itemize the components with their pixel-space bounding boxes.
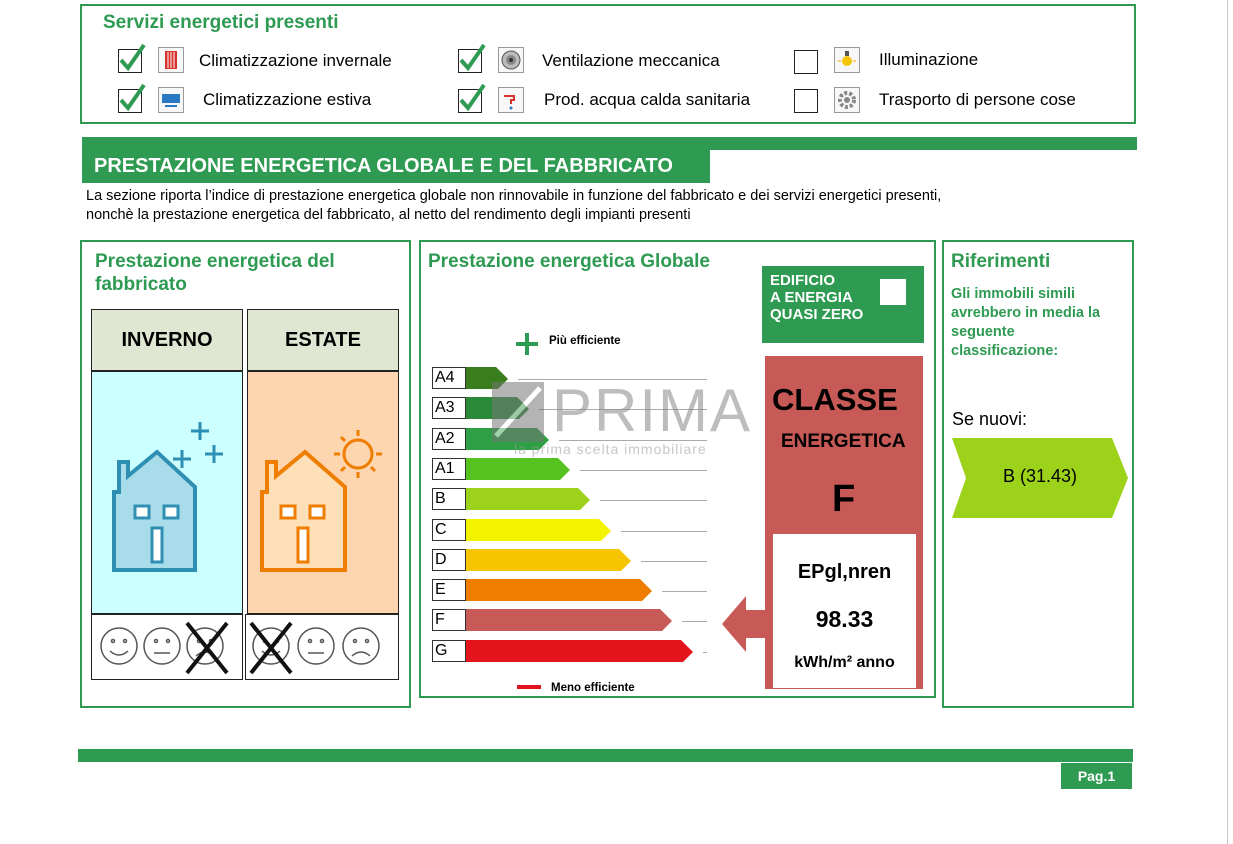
ep-unit: kWh/m² anno	[794, 654, 895, 671]
energetica-label: ENERGETICA	[781, 431, 906, 452]
class-label-b: B	[432, 488, 466, 510]
riferimenti-text-line: classificazione:	[951, 343, 1059, 359]
check-icon	[118, 41, 146, 73]
class-label-f: F	[432, 609, 466, 631]
section-bar	[82, 137, 1137, 150]
class-guide-line	[703, 652, 707, 653]
class-guide-line	[600, 500, 707, 501]
fabbricato-title	[95, 250, 335, 296]
nzeb-checkbox[interactable]	[880, 279, 906, 305]
class-value: F	[832, 478, 856, 520]
summer-header: ESTATE	[247, 309, 399, 371]
winter-rating-faces	[91, 614, 243, 680]
riferimenti-text-line: seguente	[951, 324, 1015, 340]
footer-bar	[78, 749, 1133, 762]
riferimenti-title: Riferimenti	[951, 251, 1051, 272]
class-guide-line	[621, 531, 707, 532]
service-label: Prod. acqua calda sanitaria	[544, 90, 751, 109]
new-label: Se nuovi:	[952, 409, 1028, 429]
class-guide-line	[641, 561, 707, 562]
winter-panel	[91, 371, 243, 614]
description-line: nonchè la prestazione energetica del fabbricato, al netto del rendimento degli impianti presenti	[86, 207, 691, 223]
current-class-arrow-icon	[722, 596, 768, 652]
checkbox-winter-heating[interactable]	[118, 49, 142, 73]
checkbox-summer-cooling[interactable]	[118, 89, 142, 113]
more-efficient-label: Più efficiente	[549, 335, 621, 347]
ep-value: 98.33	[815, 606, 874, 632]
class-label-e: E	[432, 579, 466, 601]
checkbox-lighting[interactable]	[794, 50, 818, 74]
winter-header: INVERNO	[91, 309, 243, 371]
class-arrow-g	[466, 640, 693, 662]
class-arrow-e	[466, 579, 652, 601]
riferimenti-text	[951, 285, 1100, 361]
less-efficient-label: Meno efficiente	[551, 682, 635, 694]
watermark	[492, 377, 753, 458]
class-label-a2: A2	[432, 428, 466, 450]
section-title: PRESTAZIONE ENERGETICA GLOBALE E DEL FABBRICATO	[82, 150, 710, 183]
nzeb-line: QUASI ZERO	[770, 306, 864, 323]
check-icon	[118, 81, 146, 113]
class-guide-line	[580, 470, 707, 471]
section-description	[86, 187, 941, 225]
check-icon	[458, 41, 486, 73]
minus-icon	[517, 683, 541, 691]
summer-rating-faces	[245, 614, 399, 680]
winter-house-icon	[92, 372, 242, 612]
summer-panel	[247, 371, 399, 614]
fabbricato-title-line: fabbricato	[95, 274, 187, 295]
page-number: Pag.1	[1061, 763, 1132, 789]
nzeb-line: EDIFICIO	[770, 272, 836, 289]
class-label-a3: A3	[432, 397, 466, 419]
nzeb-line: A ENERGIA	[770, 289, 853, 306]
fan-icon	[498, 47, 524, 73]
riferimenti-text-line: avrebbero in media la	[951, 305, 1101, 321]
class-label-d: D	[432, 549, 466, 571]
watermark-tagline: la prima scelta immobiliare	[514, 441, 707, 457]
riferimenti-text-line: Gli immobili simili	[951, 286, 1076, 302]
tap-icon	[498, 87, 524, 113]
checkbox-hot-water[interactable]	[458, 89, 482, 113]
class-arrow-a1	[466, 458, 570, 480]
class-guide-line	[682, 621, 707, 622]
checkbox-ventilation[interactable]	[458, 49, 482, 73]
class-label-a1: A1	[432, 458, 466, 480]
globale-title: Prestazione energetica Globale	[428, 251, 710, 272]
service-label: Climatizzazione invernale	[199, 51, 392, 70]
plus-icon	[515, 332, 539, 356]
class-arrow-b	[466, 488, 590, 510]
class-arrow-d	[466, 549, 631, 571]
checkbox-transport[interactable]	[794, 89, 818, 113]
class-label-g: G	[432, 640, 466, 662]
watermark-logo-icon	[492, 382, 544, 442]
description-line: La sezione riporta l’indice di prestazione energetica globale non rinnovabile in funzione del fabbricato e dei servizi energetici presenti,	[86, 188, 942, 204]
watermark-brand: PRIMA	[552, 377, 753, 444]
class-label: CLASSE	[772, 382, 898, 417]
class-guide-line	[662, 591, 707, 592]
new-value: B (31.43)	[1002, 466, 1078, 486]
ep-label: EPgl,nren	[797, 561, 892, 583]
service-label: Climatizzazione estiva	[203, 90, 372, 109]
service-label: Illuminazione	[879, 50, 979, 69]
service-label: Ventilazione meccanica	[542, 51, 720, 70]
class-label-c: C	[432, 519, 466, 541]
check-icon	[458, 81, 486, 113]
class-arrow-f	[466, 609, 672, 631]
service-label: Trasporto di persone cose	[879, 90, 1076, 109]
class-arrow-c	[466, 519, 611, 541]
gear-icon	[834, 87, 860, 113]
fabbricato-title-line: Prestazione energetica del	[95, 251, 335, 272]
class-label-a4: A4	[432, 367, 466, 389]
air-conditioner-icon	[158, 87, 184, 113]
services-title: Servizi energetici presenti	[103, 12, 339, 33]
faces-icon	[92, 615, 242, 679]
radiator-icon	[158, 47, 184, 73]
summer-house-icon	[248, 372, 398, 612]
bulb-icon	[834, 47, 860, 73]
faces-icon	[246, 615, 398, 679]
